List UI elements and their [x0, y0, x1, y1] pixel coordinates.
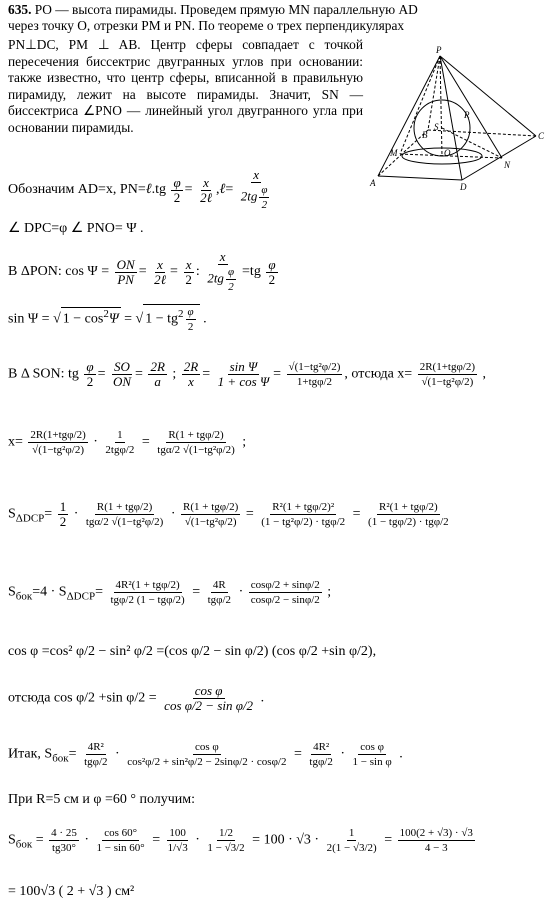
formula-3: В ΔPON: cos Ψ = $\frac{ON}{PN}$ = $\frac{x}{\text{2ℓ}}$ = $\frac{x}{2}$ : x 2tg $\frac{\varphi}{2}$ =tg $\frac{\varphi}{2}$: [8, 249, 276, 293]
label-D: D: [460, 182, 467, 192]
problem-number: 635.: [8, 2, 32, 17]
problem-text-body: [8, 37, 363, 137]
problem-wrapped-text: PN⊥DC, PM ⊥ AB. Центр сферы совпадает с точкой пересечения биссектрис двугранных углов при основании: также известно, что центр сферы, вписанной в правильную пирамиду, лежит на высоте пирамиды. Значит, SN — биссектриса ∠PNO — линейный угол двугранного угла при основании пирамиды.: [8, 37, 363, 135]
formula-1: Обозначим AD=x, PN=ℓ.tg $\frac{\varphi}{2}$ = $\frac{x}{\text{2ℓ}}$ ,ℓ= x 2tg $\frac{\varphi}{2}$: [8, 167, 268, 211]
problem-line-1: [8, 2, 542, 19]
label-M: M: [390, 148, 398, 158]
label-N: N: [504, 160, 511, 170]
formula-13: $S_{бок}$ = $\frac{4 \cdot 25}{tg30^\circ}$ · $\frac{\cos 60^\circ}{1 - \sin 60^\circ}$ = $\frac{100}{1/√3}$ · $\frac{1/2}{1 - √3/2}$ = 100 · √3 · $\frac{1}{2(1 - √3/2)}$ = $\frac{100(2 + √3) \cdot √3}{4 - 3}$: [8, 827, 473, 854]
formula-5: В Δ SON: tg $\frac{\varphi}{2}$ = $\frac{SO}{ON}$ = $\frac{2R}{a}$ ; $\frac{2R}{x}$ = $\frac{\text{sin Ψ}}{\text{1 + cos Ψ}}$ = $\frac{\text{√(1−tg²φ/2)}}{\text{1+tgφ/2}}$ , отсюда x= $\frac{\text{2R(1+tgφ/2)}}{\text{√(1−tg²φ/2)}}$ ,: [8, 359, 487, 389]
formula-6: x= $\frac{\text{2R(1+tgφ/2)}}{\text{√(1−tg²φ/2)}}$ · $\frac{1}{\text{2tgφ/2}}$ = $\frac{\text{R(1 + tgφ/2)}}{\text{tgα/2 √(1−tg²φ/2)}}$ ;: [8, 429, 247, 456]
formula-8: $S_{бок}=4 \cdot S_{\Delta DCP}=$ $\frac{\text{4R²(1 + tgφ/2)}}{\text{tgφ/2 (1 − tgφ/2)}}$ = $\frac{4R}{\text{tgφ/2}}$ · $\frac{\cos\varphi/2 + \sin\varphi/2}{\cos\varphi/2 - \sin\varphi/2}$ ;: [8, 579, 332, 606]
label-B: B: [422, 130, 428, 140]
label-C: C: [538, 131, 545, 141]
pyramid-figure: [368, 44, 550, 192]
formula-11: Итак, $S_{бок}=$ $\frac{\text{4R²}}{\text{tgφ/2}}$ · $\frac{\text{cos φ}}{\text{cos²φ/2 + sin²φ/2 − 2sinφ/2 · cosφ/2}}$ = $\frac{\text{4R²}}{\text{tgφ/2}}$ · $\frac{\text{cos φ}}{\text{1 − sin φ}}$ .: [8, 741, 403, 768]
label-S: S: [434, 122, 439, 132]
label-P: P: [436, 45, 442, 55]
label-A: A: [370, 178, 376, 188]
formula-7: $S_{\Delta DCP}=$ $\frac{1}{2}$ · $\frac{\text{R(1 + tgφ/2)}}{\text{tgα/2 √(1−tg²φ/2)}}$ · $\frac{\text{R(1 + tgφ/2)}}{\text{√(1−tg²φ/2)}}$ = $\frac{\text{R²(1 + tgφ/2)²}}{\text{(1 − tg²φ/2) · tgφ/2}}$ = $\frac{\text{R²(1 + tgφ/2)}}{\text{(1 − tgφ/2) · tgφ/2}}$: [8, 499, 449, 529]
formula-10: отсюда cos φ/2 +sin φ/2 = $\frac{\text{cos φ}}{\text{cos φ/2 − sin φ/2}}$ .: [8, 683, 265, 713]
formula-4: sin Ψ = √ $1 - \cos^2\Psi$ = √ $1 - tg^2$ $\frac{\varphi}{2}$ .: [8, 306, 207, 333]
problem-line-2: через точку O, отрезки PM и PN. По теореме о трех перпендикулярах: [8, 18, 405, 33]
formula-2: ∠ DPC=φ ∠ PNO= Ψ .: [8, 221, 144, 236]
label-R: R: [464, 110, 470, 120]
formula-14: = 100√3 ( 2 + √3 ) см²: [8, 884, 135, 899]
formula-12: При R=5 см и φ =60 ° получим:: [8, 792, 196, 807]
label-O: O: [444, 148, 451, 158]
formula-9: cos φ =cos² φ/2 − sin² φ/2 =(cos φ/2 − sin φ/2) (cos φ/2 +sin φ/2),: [8, 644, 377, 659]
problem-text-line-1: PO — высота пирамиды. Проведем прямую MN параллельную AD: [34, 2, 418, 17]
